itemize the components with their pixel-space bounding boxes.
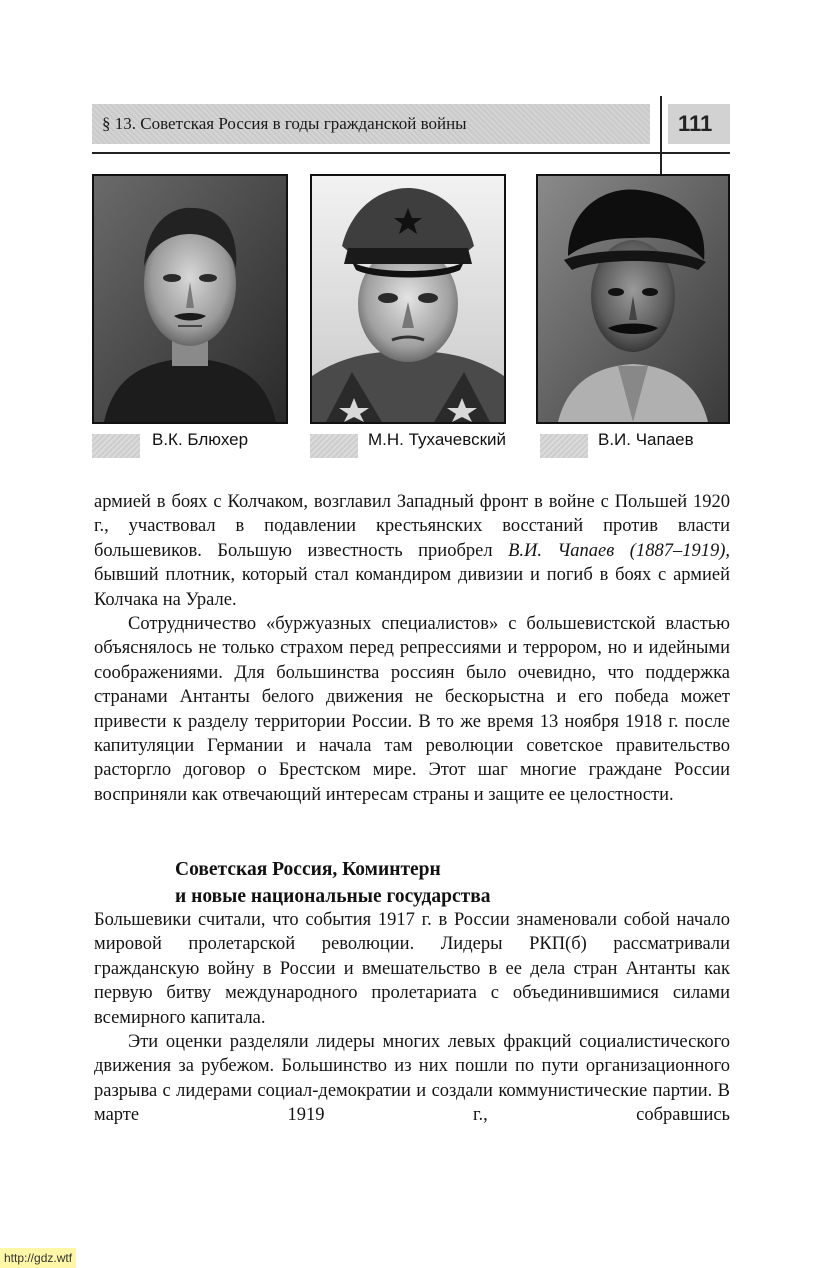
caption-text: В.И. Чапаев — [598, 430, 694, 449]
caption-text: М.Н. Тухачевский — [368, 430, 507, 449]
heading-line: и новые национальные государства — [175, 886, 491, 907]
caption-blyukher — [92, 430, 288, 458]
caption-shade — [310, 434, 358, 458]
page-number-box — [668, 104, 730, 144]
paragraph — [94, 490, 730, 612]
caption-shade — [540, 434, 588, 458]
section-heading — [175, 856, 491, 910]
caption-chapaev — [540, 430, 730, 458]
running-header — [92, 104, 650, 144]
caption-text: В.К. Блюхер — [152, 430, 249, 449]
body-text — [94, 490, 730, 807]
section-title: § 13. Советская Россия в годы гражданской войны — [102, 114, 467, 133]
portrait-photo-tukhachevsky — [310, 174, 506, 424]
paragraph: Эти оценки разделяли лидеры многих левых фракций социалистического движения за рубежом. Большинство из них пошли по пути организационного разрыва с лидерами социал-демократии и создали коммунистические партии. В марте 1919 г., собравшись — [94, 1032, 730, 1126]
caption-tukhachevsky — [310, 430, 520, 458]
header-horizontal-rule — [92, 152, 730, 154]
emphasized-name: В.И. Чапаев (1887–1919) — [508, 540, 726, 561]
watermark-link[interactable]: http://gdz.wtf — [0, 1248, 76, 1268]
heading-line: Советская Россия, Коминтерн — [175, 859, 441, 880]
paragraph: Сотрудничество «буржуазных специалистов» с большевистской властью объяснялось не только страхом перед репрессиями и террором, но и идейными соображениями. Для большинства россиян было очевидно, что поддержка странами Антанты белого движения не бескорыстна и его победа может привести к разделу территории России. В то же время 13 ноября 1918 г. после капитуляции Германии и начала там революции советское правительство расторгло договор о Брестском мире. Этот шаг многие граждане России восприняли как отвечающий интересам страны и защите ее целостности. — [94, 614, 730, 805]
text-run: армией в боях с Колчаком, возглавил Западный фронт в войне с Польшей 1920 г., участвовал в подавлении крестьянских восстаний против власти большевиков. Большую известность приобрел — [94, 492, 730, 561]
header-vertical-rule — [660, 96, 662, 174]
portrait-photo-blyukher — [92, 174, 288, 424]
paragraph: Большевики считали, что события 1917 г. в России знаменовали собой начало мировой пролетарской революции. Лидеры РКП(б) рассматривали гражданскую войну в России и вмешательство в ее дела стран Антанты как первую битву международного пролетариата с объединившимися силами всемирного капитала. — [94, 910, 730, 1028]
portrait-photo-chapaev — [536, 174, 730, 424]
caption-shade — [92, 434, 140, 458]
section-text — [94, 908, 730, 1128]
text-run: , бывший плотник, который стал командиром дивизии и погиб в боях с армией Колчака на Урале. — [94, 540, 730, 610]
page-number: 111 — [678, 111, 713, 136]
